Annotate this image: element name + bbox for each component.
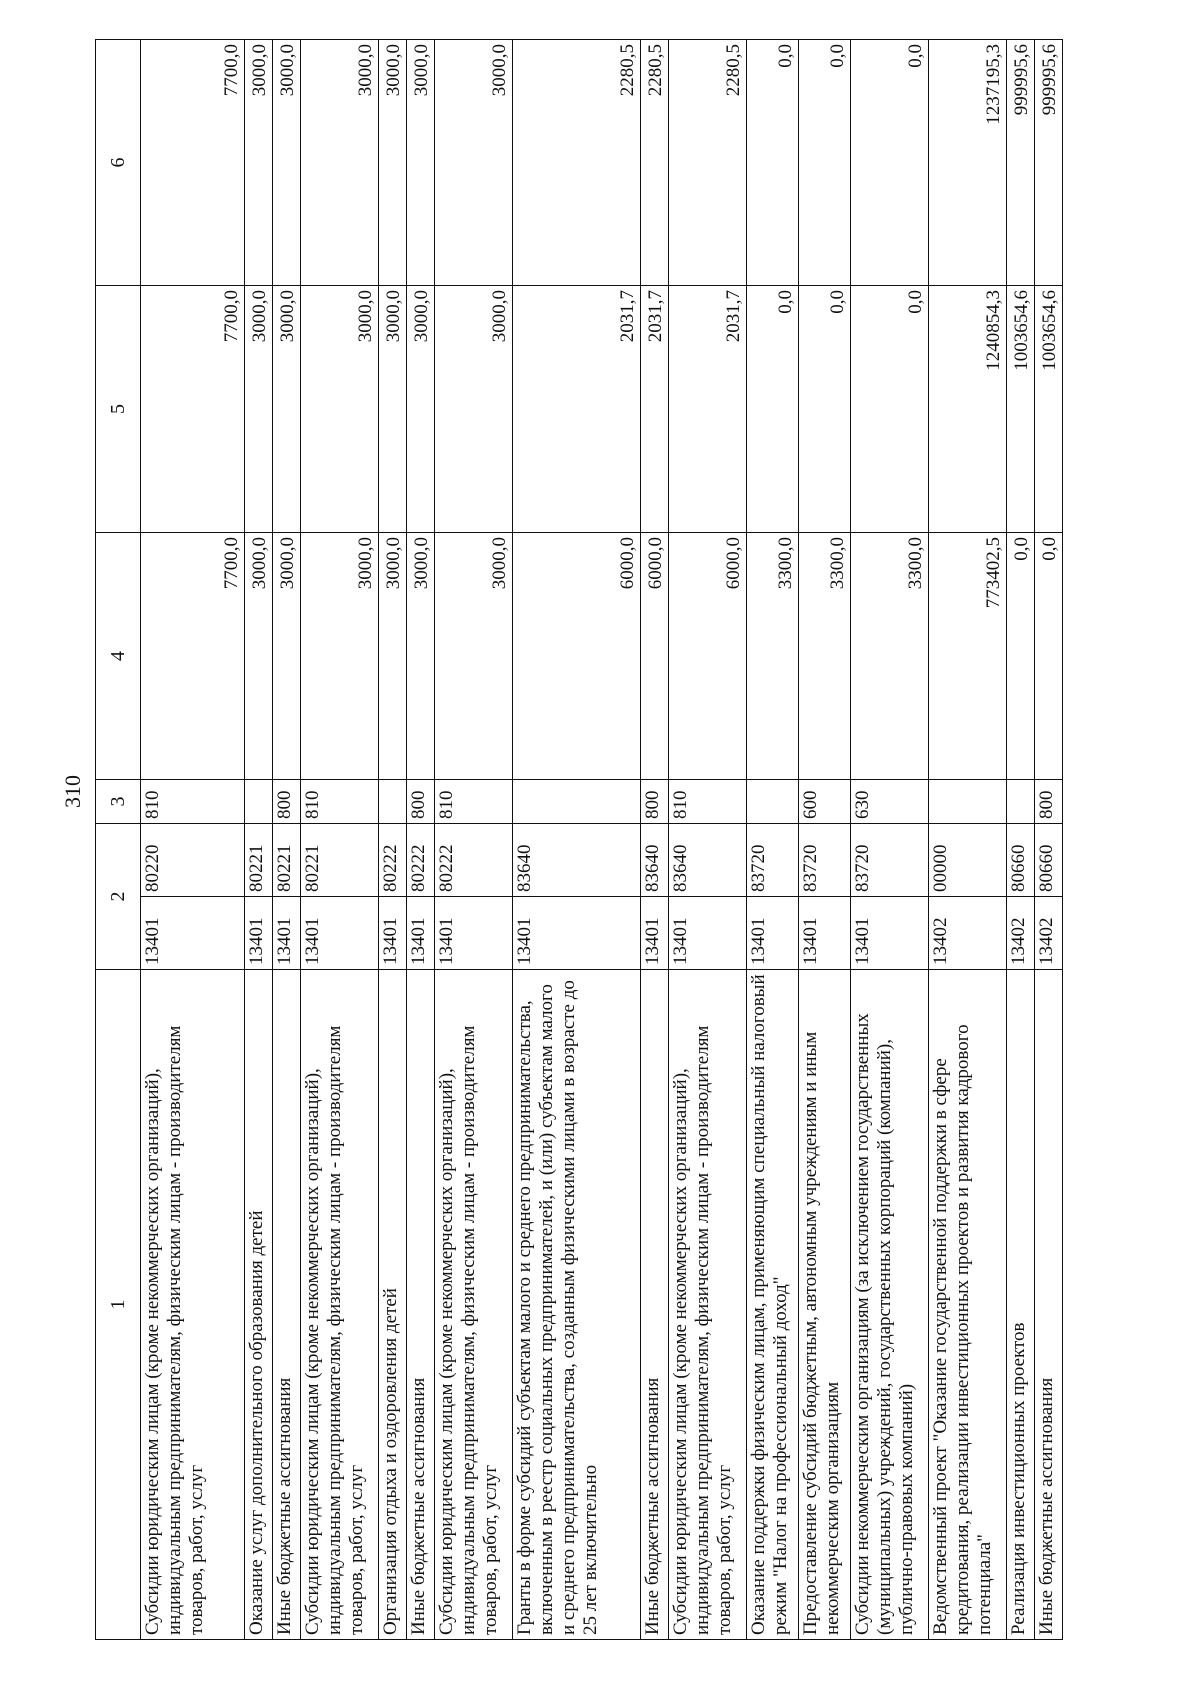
header-col-6: 6	[96, 40, 141, 286]
row-value-col6: 0,0	[851, 40, 929, 286]
row-value-col6: 7700,0	[141, 40, 245, 286]
row-value-col6: 3000,0	[245, 40, 273, 286]
table-row	[273, 40, 301, 1640]
budget-table	[95, 39, 1063, 1640]
row-value-col6: 2280,5	[641, 40, 669, 286]
row-code-direction: 83720	[799, 824, 851, 897]
row-value-col4: 6000,0	[641, 533, 669, 780]
row-value-col6: 1237195,3	[929, 40, 1007, 286]
row-value-col4: 3300,0	[747, 533, 799, 780]
row-value-col5: 3000,0	[273, 286, 301, 533]
row-value-col5: 7700,0	[141, 286, 245, 533]
row-value-col6: 3000,0	[435, 40, 513, 286]
row-expense-type: 800	[641, 780, 669, 824]
row-code-direction: 80222	[435, 824, 513, 897]
row-code-direction: 80221	[301, 824, 379, 897]
row-value-col4: 3300,0	[799, 533, 851, 780]
table-row	[141, 40, 245, 1640]
row-expense-type: 630	[851, 780, 929, 824]
row-value-col6: 0,0	[799, 40, 851, 286]
row-description: Субсидии юридическим лицам (кроме некоммерческих организаций), индивидуальным предпринимателям, физическим лицам - производителям товаров, работ, услуг	[141, 970, 245, 1640]
row-value-col6: 3000,0	[301, 40, 379, 286]
rotated-page	[95, 40, 1061, 1640]
row-value-col4: 3000,0	[435, 533, 513, 780]
row-value-col4: 3000,0	[301, 533, 379, 780]
row-code-target: 13401	[641, 897, 669, 970]
row-code-direction: 83640	[513, 824, 641, 897]
row-value-col5: 3000,0	[435, 286, 513, 533]
row-code-target: 13401	[747, 897, 799, 970]
row-code-direction: 80221	[245, 824, 273, 897]
table-row	[1007, 40, 1035, 1640]
header-col-4: 4	[96, 533, 141, 780]
row-description: Субсидии некоммерческим организациям (за исключением государственных (муниципальных) учреждений, государственных корпораций (компаний), публично-правовых компаний)	[851, 970, 929, 1640]
header-col-5: 5	[96, 286, 141, 533]
row-value-col4: 7700,0	[141, 533, 245, 780]
row-value-col4: 3000,0	[407, 533, 435, 780]
row-value-col6: 2280,5	[513, 40, 641, 286]
row-code-target: 13402	[1035, 897, 1063, 970]
row-code-target: 13401	[379, 897, 407, 970]
table-row	[301, 40, 379, 1640]
row-description: Иные бюджетные ассигнования	[1035, 970, 1063, 1640]
row-expense-type: 810	[141, 780, 245, 824]
row-value-col5: 3000,0	[407, 286, 435, 533]
row-value-col5: 1003654,6	[1035, 286, 1063, 533]
row-description: Реализация инвестиционных проектов	[1007, 970, 1035, 1640]
row-code-target: 13401	[141, 897, 245, 970]
row-expense-type	[513, 780, 641, 824]
row-value-col5: 2031,7	[513, 286, 641, 533]
row-expense-type	[929, 780, 1007, 824]
row-expense-type: 810	[301, 780, 379, 824]
row-code-direction: 83720	[851, 824, 929, 897]
row-value-col5: 3000,0	[379, 286, 407, 533]
row-expense-type	[379, 780, 407, 824]
row-value-col5: 2031,7	[669, 286, 747, 533]
table-row	[851, 40, 929, 1640]
row-value-col6: 2280,5	[669, 40, 747, 286]
row-value-col4: 3000,0	[273, 533, 301, 780]
row-value-col5: 1003654,6	[1007, 286, 1035, 533]
row-description: Субсидии юридическим лицам (кроме некоммерческих организаций), индивидуальным предпринимателям, физическим лицам - производителям товаров, работ, услуг	[669, 970, 747, 1640]
table-row	[669, 40, 747, 1640]
row-code-target: 13401	[669, 897, 747, 970]
row-expense-type: 800	[1035, 780, 1063, 824]
row-value-col6: 0,0	[747, 40, 799, 286]
row-value-col5: 0,0	[851, 286, 929, 533]
row-description: Субсидии юридическим лицам (кроме некоммерческих организаций), индивидуальным предпринимателям, физическим лицам - производителям товаров, работ, услуг	[435, 970, 513, 1640]
row-code-target: 13401	[851, 897, 929, 970]
row-description: Иные бюджетные ассигнования	[407, 970, 435, 1640]
row-code-direction: 80222	[407, 824, 435, 897]
header-col-3: 3	[96, 780, 141, 824]
row-code-target: 13401	[301, 897, 379, 970]
row-code-direction: 80222	[379, 824, 407, 897]
row-code-direction: 83720	[747, 824, 799, 897]
table-row	[245, 40, 273, 1640]
row-value-col5: 3000,0	[245, 286, 273, 533]
row-description: Субсидии юридическим лицам (кроме некоммерческих организаций), индивидуальным предпринимателям, физическим лицам - производителям товаров, работ, услуг	[301, 970, 379, 1640]
row-code-target: 13402	[1007, 897, 1035, 970]
table-row	[641, 40, 669, 1640]
row-expense-type: 800	[273, 780, 301, 824]
row-code-target: 13402	[929, 897, 1007, 970]
row-code-target: 13401	[273, 897, 301, 970]
row-description: Иные бюджетные ассигнования	[641, 970, 669, 1640]
row-value-col4: 0,0	[1035, 533, 1063, 780]
header-row	[96, 40, 141, 1640]
table-row	[435, 40, 513, 1640]
row-value-col5: 0,0	[799, 286, 851, 533]
row-description: Ведомственный проект "Оказание государственной поддержки в сфере кредитования, реализации инвестиционных проектов и развития кадрового потенциала"	[929, 970, 1007, 1640]
row-code-target: 13401	[407, 897, 435, 970]
row-code-target: 13401	[245, 897, 273, 970]
row-description: Гранты в форме субсидий субъектам малого и среднего предпринимательства, включенным в реестр социальных предпринимателей, и (или) субъектам малого и среднего предпринимательства, созданным физическими лицами в возрасте до 25 лет включительно	[513, 970, 641, 1640]
row-expense-type: 810	[435, 780, 513, 824]
row-value-col4: 773402,5	[929, 533, 1007, 780]
row-code-target: 13401	[435, 897, 513, 970]
row-description: Оказание поддержки физическим лицам, применяющим специальный налоговый режим "Налог на профессиональный доход"	[747, 970, 799, 1640]
row-expense-type	[1007, 780, 1035, 824]
row-expense-type	[245, 780, 273, 824]
row-code-direction: 00000	[929, 824, 1007, 897]
row-value-col4: 6000,0	[669, 533, 747, 780]
row-expense-type: 800	[407, 780, 435, 824]
row-description: Организация отдыха и оздоровления детей	[379, 970, 407, 1640]
row-expense-type: 600	[799, 780, 851, 824]
row-code-target: 13401	[513, 897, 641, 970]
row-code-direction: 80220	[141, 824, 245, 897]
row-value-col5: 0,0	[747, 286, 799, 533]
row-code-direction: 80660	[1007, 824, 1035, 897]
row-value-col5: 1240854,3	[929, 286, 1007, 533]
row-expense-type: 810	[669, 780, 747, 824]
table-row	[407, 40, 435, 1640]
table-row	[799, 40, 851, 1640]
row-description: Иные бюджетные ассигнования	[273, 970, 301, 1640]
table-row	[1035, 40, 1063, 1640]
row-value-col4: 0,0	[1007, 533, 1035, 780]
row-value-col6: 3000,0	[379, 40, 407, 286]
table-row	[929, 40, 1007, 1640]
header-col-1: 1	[96, 970, 141, 1640]
row-value-col4: 6000,0	[513, 533, 641, 780]
row-value-col4: 3300,0	[851, 533, 929, 780]
row-code-direction: 80221	[273, 824, 301, 897]
row-expense-type	[747, 780, 799, 824]
row-value-col4: 3000,0	[245, 533, 273, 780]
row-value-col5: 3000,0	[301, 286, 379, 533]
row-description: Оказание услуг дополнительного образования детей	[245, 970, 273, 1640]
table-row	[513, 40, 641, 1640]
row-code-target: 13401	[799, 897, 851, 970]
row-value-col5: 2031,7	[641, 286, 669, 533]
table-row	[379, 40, 407, 1640]
row-value-col6: 999995,6	[1035, 40, 1063, 286]
row-value-col4: 3000,0	[379, 533, 407, 780]
page-number: 310	[60, 775, 85, 808]
row-description: Предоставление субсидий бюджетным, автономным учреждениям и иным некоммерческим организациям	[799, 970, 851, 1640]
header-col-2: 2	[96, 824, 141, 970]
row-value-col6: 3000,0	[407, 40, 435, 286]
row-code-direction: 80660	[1035, 824, 1063, 897]
row-value-col6: 999995,6	[1007, 40, 1035, 286]
row-code-direction: 83640	[641, 824, 669, 897]
row-value-col6: 3000,0	[273, 40, 301, 286]
row-code-direction: 83640	[669, 824, 747, 897]
table-row	[747, 40, 799, 1640]
